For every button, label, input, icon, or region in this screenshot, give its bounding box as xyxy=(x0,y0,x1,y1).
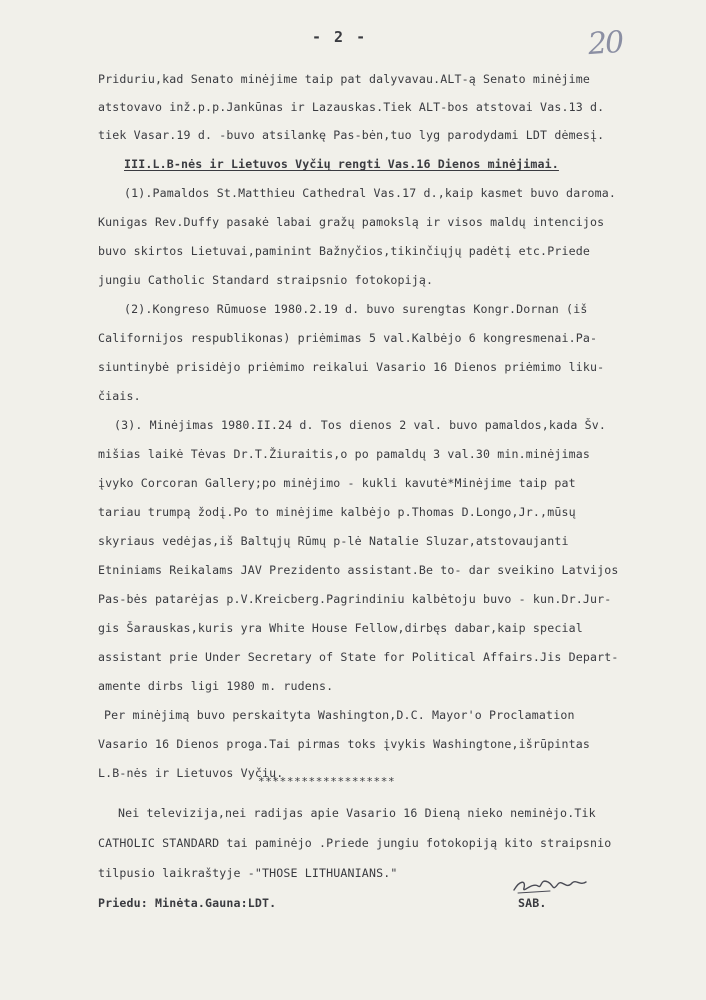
section-heading: III.L.B-nės ir Lietuvos Vyčių rengti Vas.16 Dienos minėjimai. xyxy=(124,157,559,171)
text-line: tilpusio laikraštyje -"THOSE LITHUANIANS." xyxy=(98,866,398,880)
handwritten-annotation: 20 xyxy=(586,24,624,63)
text-line: Etniniams Reikalams JAV Prezidento assistant.Be to- dar sveikino Latvijos xyxy=(98,563,619,577)
text-line: Vasario 16 Dienos proga.Tai pirmas toks įvykis Washingtone,išrūpintas xyxy=(98,737,590,751)
text-line: skyriaus vedėjas,iš Baltųjų Rūmų p-lė Natalie Sluzar,atstovaujanti xyxy=(98,534,569,548)
text-line: (1).Pamaldos St.Matthieu Cathedral Vas.17 d.,kaip kasmet buvo daroma. xyxy=(124,186,616,200)
text-line: Nei televizija,nei radijas apie Vasario 16 Dieną nieko neminėjo.Tik xyxy=(118,806,596,820)
text-line: Californijos respublikonas) priėmimas 5 val.Kalbėjo 6 kongresmenai.Pa- xyxy=(98,331,598,345)
text-line: L.B-nės ir Lietuvos Vyčių. xyxy=(98,766,284,780)
handwritten-signature xyxy=(510,872,590,898)
text-line: įvyko Corcoran Gallery;po minėjimo - kukli kavutė*Minėjime taip pat xyxy=(98,476,576,490)
sender-initials: SAB. xyxy=(518,896,547,910)
enclosure-line: Priedu: Minėta.Gauna:LDT. xyxy=(98,896,277,910)
text-line: assistant prie Under Secretary of State for Political Affairs.Jis Depart- xyxy=(98,650,619,664)
text-line: Kunigas Rev.Duffy pasakė labai gražų pamokslą ir visos maldų intencijos xyxy=(98,215,605,229)
text-line: mišias laikė Tėvas Dr.T.Žiuraitis,o po pamaldų 3 val.30 min.minėjimas xyxy=(98,447,590,461)
text-line: Pas-bės patarėjas p.V.Kreicberg.Pagrindiniu kalbėtoju buvo - kun.Dr.Jur- xyxy=(98,592,612,606)
text-line: Priduriu,kad Senato minėjime taip pat dalyvavau.ALT-ą Senato minėjime xyxy=(98,72,590,86)
text-line: tariau trumpą žodį.Po to minėjime kalbėjo p.Thomas D.Longo,Jr.,mūsų xyxy=(98,505,576,519)
text-line: buvo skirtos Lietuvai,paminint Bažnyčios,tikinčiųjų padėtį etc.Priede xyxy=(98,244,590,258)
text-line: CATHOLIC STANDARD tai paminėjo .Priede jungiu fotokopiją kito straipsnio xyxy=(98,836,612,850)
separator: ******************* xyxy=(258,775,396,788)
text-line: (2).Kongreso Rūmuose 1980.2.19 d. buvo surengtas Kongr.Dornan (iš xyxy=(124,302,588,316)
text-line: Per minėjimą buvo perskaityta Washington,D.C. Mayor'o Proclamation xyxy=(104,708,575,722)
text-line: čiais. xyxy=(98,389,141,403)
text-line: siuntinybė prisidėjo priėmimo reikalui Vasario 16 Dienos priėmimo liku- xyxy=(98,360,605,374)
text-line: atstovavo inž.p.p.Jankūnas ir Lazauskas.Tiek ALT-bos atstovai Vas.13 d. xyxy=(98,100,605,114)
text-line: tiek Vasar.19 d. -buvo atsilankę Pas-bėn,tuo lyg parodydami LDT dėmesį. xyxy=(98,128,605,142)
text-line: jungiu Catholic Standard straipsnio fotokopiją. xyxy=(98,273,434,287)
page-number: - 2 - xyxy=(312,28,368,46)
text-line: amente dirbs ligi 1980 m. rudens. xyxy=(98,679,334,693)
text-line: (3). Minėjimas 1980.II.24 d. Tos dienos 2 val. buvo pamaldos,kada Šv. xyxy=(114,418,606,432)
text-line: gis Šarauskas,kuris yra White House Fellow,dirbęs dabar,kaip special xyxy=(98,621,583,635)
